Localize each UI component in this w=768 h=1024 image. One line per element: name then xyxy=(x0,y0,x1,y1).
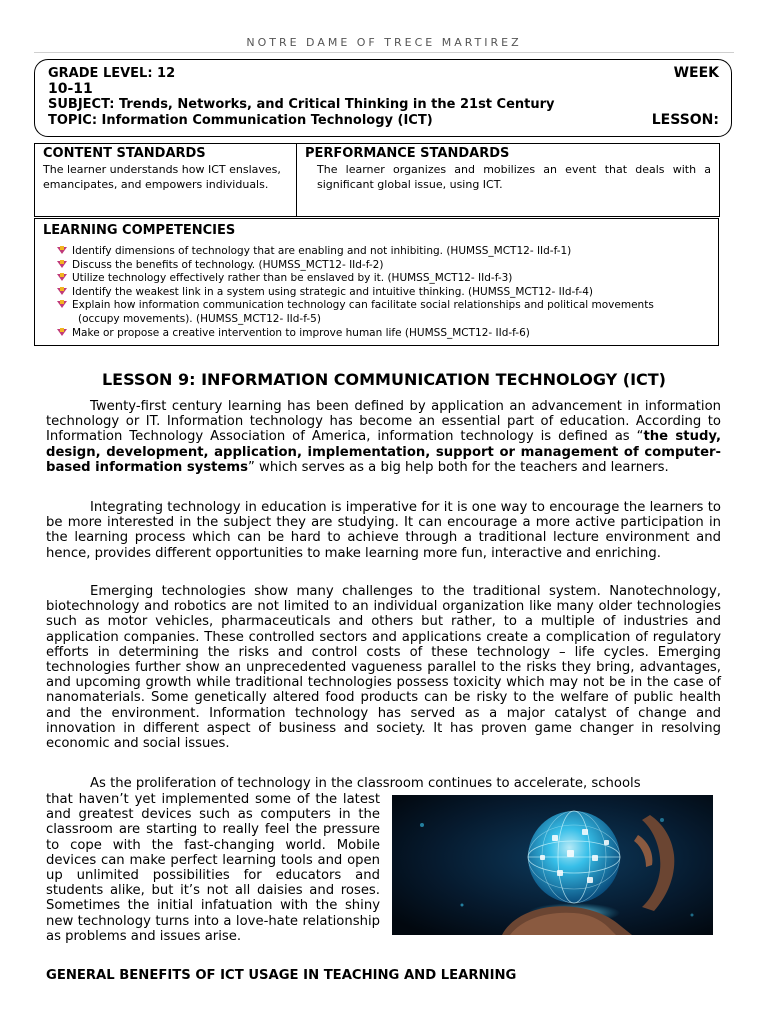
lesson-title: LESSON 9: INFORMATION COMMUNICATION TECHNOLOGY (ICT) xyxy=(101,370,666,389)
week-value: 10-11 xyxy=(48,80,93,97)
content-standards-title: CONTENT STANDARDS xyxy=(43,146,206,161)
globe-in-hands-icon xyxy=(392,795,713,935)
pin-bullet-icon xyxy=(57,273,67,283)
list-item: Make or propose a creative intervention to improve human life (HUMSS_MCT12- IId-f-6) xyxy=(43,327,710,341)
performance-standards-title: PERFORMANCE STANDARDS xyxy=(305,146,510,161)
technology-globe-image xyxy=(392,795,713,935)
list-item: Identify the weakest link in a system using strategic and intuitive thinking. (HUMSS_MCT12- IId-f-4) xyxy=(43,286,710,300)
pin-bullet-icon xyxy=(57,300,67,310)
content-standards-text: The learner understands how ICT enslaves, emancipates, and empowers individuals. xyxy=(43,163,281,191)
pin-bullet-icon xyxy=(57,246,67,256)
topic: TOPIC: Information Communication Technology (ICT) xyxy=(48,112,433,128)
grade-level: GRADE LEVEL: 12 xyxy=(48,66,176,81)
list-item: Utilize technology effectively rather than be enslaved by it. (HUMSS_MCT12- IId-f-3) xyxy=(43,272,710,286)
week-label: WEEK xyxy=(673,65,719,81)
lesson-info-box xyxy=(34,59,732,137)
lesson-label: LESSON: xyxy=(651,111,719,128)
list-item: Discuss the benefits of technology. (HUMSS_MCT12- IId-f-2) xyxy=(43,259,710,273)
competencies-list xyxy=(43,245,710,340)
pin-bullet-icon xyxy=(57,328,67,338)
learning-competencies xyxy=(34,218,719,346)
section-heading: GENERAL BENEFITS OF ICT USAGE IN TEACHING AND LEARNING xyxy=(46,968,517,983)
subject: SUBJECT: Trends, Networks, and Critical Thinking in the 21st Century xyxy=(48,97,555,112)
list-item: Explain how information communication technology can facilitate social relationships and political movements (occupy movements). (HUMSS_MCT12- IId-f-5) xyxy=(43,299,710,326)
pin-bullet-icon xyxy=(57,260,67,270)
list-item-continuation: (occupy movements). (HUMSS_MCT12- IId-f-5) xyxy=(78,312,321,325)
school-header: NOTRE DAME OF TRECE MARTIREZ xyxy=(246,36,522,49)
ict-definition: the study, design, development, application, implementation, support or management of computer-based information systems xyxy=(46,429,721,475)
paragraph-4-first-line: As the proliferation of technology in the classroom continues to accelerate, schools xyxy=(90,776,641,791)
competencies-title: LEARNING COMPETENCIES xyxy=(43,223,236,238)
paragraph-3: Emerging technologies show many challenges to the traditional system. Nanotechnology, biotechnology and robotics are not limited to an individual organization like many older technologies such as motor vehicles, pharmaceuticals and others but rather, to a multiple of industries and application companies. These controlled sectors and applications create a complication of regulatory efforts in determining the risks and control costs of these technology – life cycles. Emerging technologies further show an unprecedented vagueness parallel to the risks they bring, advantages, and upcoming growth while traditional technologies possess toxicity which may not be in the case of nanomaterials. Some genetically altered food products can be risky to the welfare of public health and the environment. Information technology has served as a major catalyst of change and innovation in different aspect of business and society. It has proven game changer in resolving economic and social issues. xyxy=(46,584,721,752)
performance-standards xyxy=(297,144,719,216)
standards-table xyxy=(34,143,720,217)
topic-row xyxy=(48,113,719,129)
performance-standards-text: The learner organizes and mobilizes an event that deals with a significant global issue, using ICT. xyxy=(317,163,711,191)
content-standards xyxy=(35,144,297,216)
pin-bullet-icon xyxy=(57,287,67,297)
list-item: Identify dimensions of technology that are enabling and not inhibiting. (HUMSS_MCT12- IId-f-1) xyxy=(43,245,710,259)
paragraph-1: Twenty-first century learning has been defined by application an advancement in information technology or IT. Information technology has become an essential part of education. According to Information Technology Association of America, information technology is defined as “the study, design, development, application, implementation, support or management of computer-based information systems” which serves as a big help both for the teachers and learners. xyxy=(46,399,721,475)
grade-row xyxy=(48,66,719,82)
paragraph-2: Integrating technology in education is imperative for it is one way to encourage the learners to be more interested in the subject they are studying. It can encourage a more active participation in the learning process which can be hard to achieve through a traditional lecture environment and hence, provides different opportunities to make learning more fun, interactive and enriching. xyxy=(46,500,721,561)
paragraph-4-body: that haven’t yet implemented some of the latest and greatest devices such as computers in the classroom are starting to really feel the pressure to cope with the fast-changing world. Mobile devices can make perfect learning tools and open up unlimited possibilities for educators and students alike, but it’s not all daisies and roses. Sometimes the initial infatuation with the shiny new technology turns into a love-hate relationship as problems and issues arise. xyxy=(46,792,380,944)
header-divider xyxy=(34,52,734,53)
